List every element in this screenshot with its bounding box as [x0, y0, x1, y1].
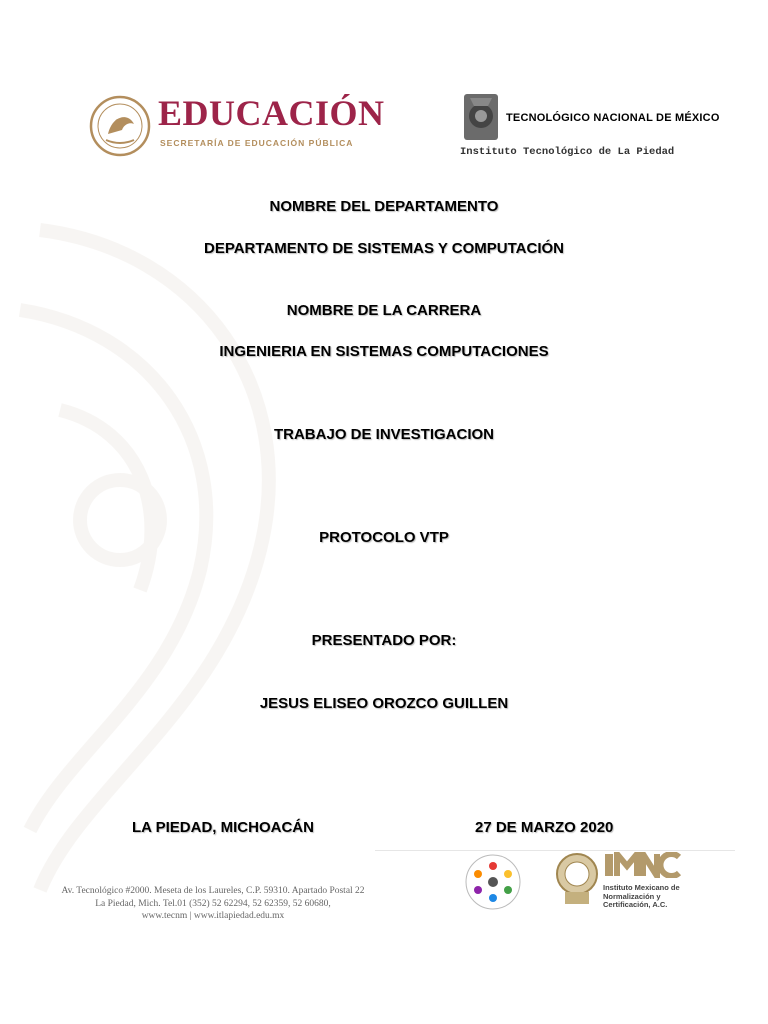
equality-seal-icon [462, 852, 524, 912]
place: LA PIEDAD, MICHOACÁN [132, 819, 314, 836]
mexico-coat-of-arms-icon [88, 94, 152, 158]
watermark-eagle [0, 190, 330, 910]
department-heading: NOMBRE DEL DEPARTAMENTO [269, 198, 499, 215]
header [0, 88, 768, 168]
sep-logo [88, 94, 388, 158]
footer-address [48, 885, 378, 923]
sep-subtitle: SECRETARÍA DE EDUCACIÓN PÚBLICA [160, 138, 354, 148]
work-type: TRABAJO DE INVESTIGACION [273, 426, 495, 443]
certification-seal-icon [555, 852, 599, 908]
address-line-2: La Piedad, Mich. Tel.01 (352) 52 62294, 52 62359, 52 60680, [95, 898, 331, 909]
sep-title: EDUCACIÓN [158, 93, 385, 133]
topic-title: PROTOCOLO VTP [319, 529, 449, 546]
tecnm-gear-icon [462, 92, 500, 142]
tecnm-logo [460, 92, 720, 162]
imnc-mark-icon [603, 852, 681, 878]
career-name: INGENIERIA EN SISTEMAS COMPUTACIONES [219, 343, 549, 360]
department-name: DEPARTAMENTO DE SISTEMAS Y COMPUTACIÓN [203, 240, 565, 257]
career-heading: NOMBRE DE LA CARRERA [286, 302, 482, 319]
imnc-name: Instituto Mexicano de Normalización y Certificación, A.C. [603, 883, 680, 909]
address-line-1: Av. Tecnológico #2000. Meseta de los Laureles, C.P. 59310. Apartado Postal 22 [61, 886, 365, 896]
address-line-3: www.tecnm | www.itlapiedad.edu.mx [141, 911, 285, 921]
tecnm-title: TECNOLÓGICO NACIONAL DE MÉXICO [506, 112, 720, 124]
footer-divider [375, 850, 735, 851]
date: 27 DE MARZO 2020 [475, 819, 614, 836]
author-name: JESUS ELISEO OROZCO GUILLEN [259, 695, 509, 712]
tecnm-subtitle: Instituto Tecnológico de La Piedad [460, 146, 675, 158]
presented-by-label: PRESENTADO POR: [311, 632, 457, 649]
imnc-logo [603, 852, 683, 909]
